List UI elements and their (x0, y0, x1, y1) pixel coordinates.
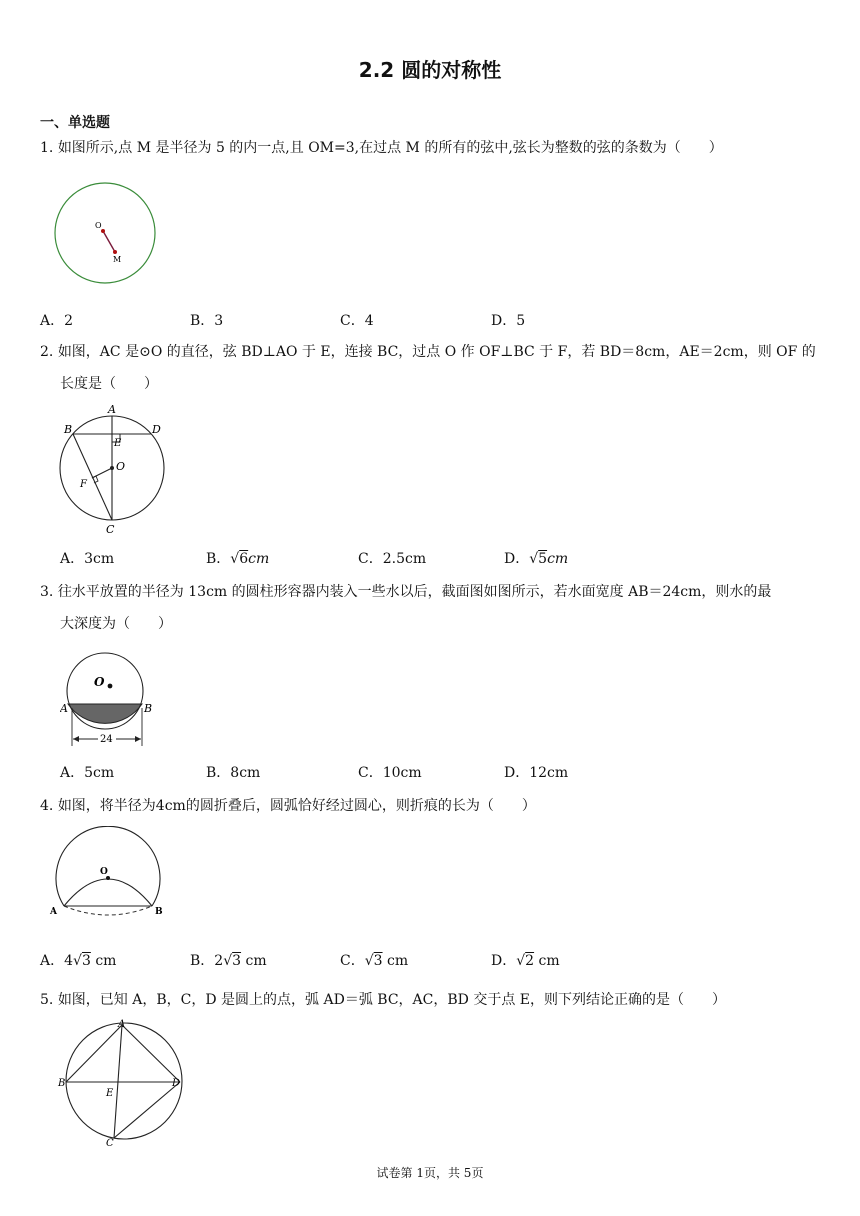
figure-q1 (52, 180, 158, 286)
label-o: O (94, 675, 105, 689)
label-e: E (114, 438, 122, 449)
option-prefix: D． (491, 953, 517, 969)
unit: cm (241, 953, 267, 969)
question-4 (40, 790, 825, 822)
label-o: O (95, 221, 102, 230)
unit: cm (534, 953, 560, 969)
options-q4 (40, 950, 800, 972)
question-text: 如图所示,点 M 是半径为 5 的内一点,且 OM=3,在过点 M 的所有的弦中,弦长为整数的弦的条数为（ ） (57, 140, 723, 156)
label-f: F (80, 479, 87, 490)
option-prefix: B． (206, 551, 231, 567)
chord-ab (66, 1025, 122, 1082)
label-b: B (58, 1078, 66, 1089)
figure-q2 (52, 402, 172, 534)
sqrt-sign: √ (73, 953, 82, 969)
question-text-line2: 大深度为（ ） (60, 616, 172, 632)
question-number: 5. (40, 992, 54, 1008)
label-b: B (64, 423, 73, 436)
sqrt-sign: √ (529, 551, 539, 567)
chord-ad (122, 1025, 180, 1082)
label-e: E (106, 1088, 114, 1099)
label-c: C (106, 1138, 114, 1148)
question-5 (40, 984, 825, 1016)
water-segment (68, 704, 142, 723)
figure-q5 (56, 1018, 188, 1148)
point-m (113, 250, 117, 254)
option-b[interactable] (190, 950, 267, 970)
question-number: 1. (40, 140, 54, 156)
question-number: 2. (40, 344, 54, 360)
unit: cm (382, 953, 409, 969)
options-q1 (40, 310, 800, 332)
arrow-left (73, 736, 79, 742)
option-b[interactable] (206, 548, 269, 568)
label-c: C (106, 523, 115, 534)
section-heading: 一、单选题 (40, 115, 110, 131)
question-number: 3. (40, 584, 54, 600)
option-c[interactable]: C．4 (340, 313, 374, 329)
question-2 (40, 336, 825, 400)
option-prefix: C． (340, 953, 365, 969)
segment-om (103, 231, 115, 252)
sqrt-sign: √ (230, 551, 240, 567)
label-a: A (108, 403, 116, 416)
option-d[interactable] (491, 950, 560, 970)
sqrt-sign: √ (223, 953, 233, 969)
question-1 (40, 132, 825, 164)
option-d[interactable]: D．5 (491, 313, 526, 329)
label-o: O (116, 460, 126, 473)
circle-lower-arc-dashed (64, 906, 152, 915)
dimension-label: 24 (100, 734, 113, 745)
question-text-line1: 往水平放置的半径为 13cm 的圆柱形容器内装入一些水以后，截面图如图所示，若水面宽度 AB＝24cm，则水的最 (57, 584, 772, 600)
options-q2 (40, 548, 800, 570)
unit: cm (90, 953, 117, 969)
radicand: 5 (538, 551, 548, 567)
point-o (101, 229, 105, 233)
sqrt-sign: √ (516, 953, 526, 969)
chord-cd (114, 1082, 180, 1138)
radicand: 3 (373, 953, 383, 969)
page-title: 2.2 圆的对称性 (358, 58, 502, 82)
option-c[interactable]: C．10cm (358, 765, 422, 781)
arrow-right (135, 736, 141, 742)
question-text: 如图，已知 A，B，C，D 是圆上的点，弧 AD＝弧 BC，AC，BD 交于点 E，则下列结论正确的是（ ） (57, 992, 726, 1008)
option-d[interactable] (504, 548, 568, 568)
figure-q4 (48, 826, 174, 926)
option-d[interactable]: D．12cm (504, 765, 569, 781)
option-a[interactable]: A．3cm (60, 551, 115, 567)
option-prefix: A．4 (40, 953, 74, 969)
question-text: 如图，将半径为4cm的圆折叠后，圆弧恰好经过圆心，则折痕的长为（ ） (57, 798, 536, 814)
label-b: B (155, 907, 163, 917)
center-point (108, 684, 113, 689)
option-prefix: B．2 (190, 953, 224, 969)
circle (66, 1023, 182, 1139)
question-text-line2: 长度是（ ） (60, 376, 158, 392)
folded-arc (64, 879, 152, 906)
figure-q3 (60, 646, 160, 750)
question-3 (40, 576, 825, 640)
label-b: B (144, 702, 153, 715)
label-d: D (172, 1078, 181, 1089)
label-a: A (118, 1019, 126, 1030)
unit: cm (248, 551, 270, 567)
question-text-line1: 如图，AC 是⊙O 的直径，弦 BD⊥AO 于 E，连接 BC，过点 O 作 OF⊥BC 于 F，若 BD＝8cm，AE＝2cm，则 OF 的 (57, 344, 816, 360)
radicand: 2 (525, 953, 535, 969)
option-a[interactable]: A．2 (40, 313, 74, 329)
option-c[interactable]: C．2.5cm (358, 551, 427, 567)
option-a[interactable]: A．5cm (60, 765, 115, 781)
label-d: D (152, 423, 161, 436)
label-o: O (100, 867, 108, 877)
unit: cm (547, 551, 569, 567)
option-b[interactable]: B．8cm (206, 765, 261, 781)
option-b[interactable]: B．3 (190, 313, 224, 329)
sqrt-sign: √ (364, 953, 374, 969)
center-point (110, 466, 114, 470)
page-footer: 试卷第 1页，共 5页 (376, 1166, 484, 1180)
question-number: 4. (40, 798, 54, 814)
option-prefix: D． (504, 551, 530, 567)
radicand: 3 (232, 953, 242, 969)
label-a: A (60, 702, 68, 715)
option-a[interactable] (40, 950, 116, 970)
circle (55, 183, 155, 283)
chord-bc (73, 434, 112, 520)
radicand: 6 (239, 551, 249, 567)
circle-upper-arc (56, 826, 160, 906)
option-c[interactable] (340, 950, 408, 970)
label-a: A (50, 907, 57, 917)
options-q3 (40, 762, 800, 784)
label-m: M (113, 255, 122, 264)
radicand: 3 (81, 953, 91, 969)
